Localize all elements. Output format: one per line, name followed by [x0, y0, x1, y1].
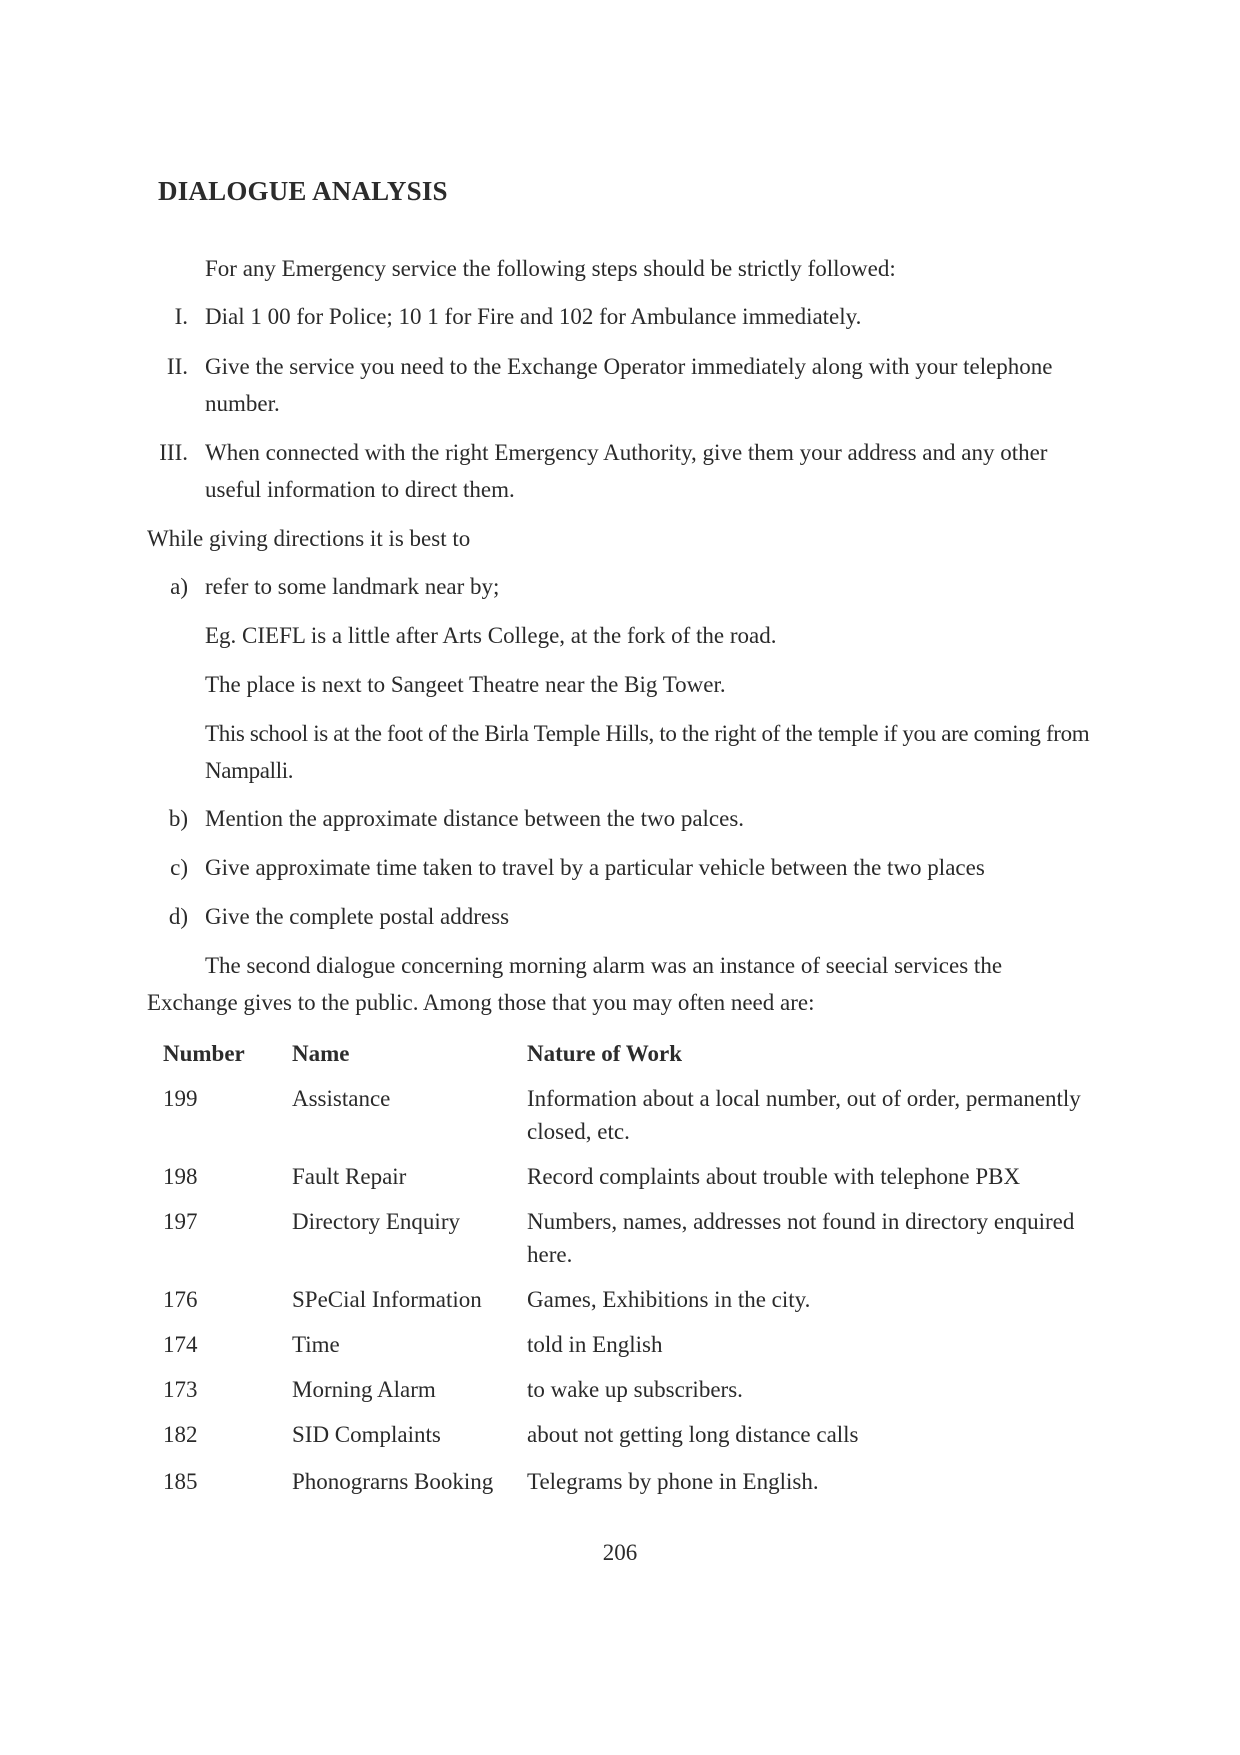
- table-cell-number: 174: [163, 1332, 198, 1357]
- table-cell-number: 173: [163, 1377, 198, 1402]
- second-dialogue-paragraph: The second dialogue concerning morning alarm was an instance of seecial services the Exchange gives to the public. Among those that you may often need are:: [147, 953, 1003, 1015]
- direction-marker: b): [168, 806, 188, 831]
- step-text: Give the service you need to the Exchange Operator immediately along with your telephone number.: [205, 354, 1053, 416]
- direction-text: refer to some landmark near by;: [205, 574, 500, 599]
- section-heading: DIALOGUE ANALYSIS: [158, 176, 448, 206]
- example-line: Eg. CIEFL is a little after Arts College, at the fork of the road.: [205, 623, 777, 648]
- direction-marker: d): [168, 904, 188, 929]
- table-cell-name: SPeCial Information: [292, 1287, 482, 1312]
- table-cell-name: Phonograrns Booking: [292, 1469, 494, 1494]
- example-line: This school is at the foot of the Birla Temple Hills, to the right of the temple if you are coming from Nampalli.: [205, 721, 1090, 783]
- table-cell-name: Fault Repair: [292, 1164, 407, 1189]
- step-marker: I.: [174, 304, 188, 329]
- table-header-nature: Nature of Work: [527, 1041, 683, 1066]
- table-cell-name: Time: [292, 1332, 340, 1357]
- direction-text: Give the complete postal address: [205, 904, 510, 929]
- table-cell-nature: Numbers, names, addresses not found in directory enquired here.: [527, 1209, 1075, 1267]
- page-number: 206: [602, 1540, 638, 1565]
- table-cell-name: Morning Alarm: [292, 1377, 436, 1402]
- table-cell-number: 176: [163, 1287, 198, 1312]
- table-header-number: Number: [163, 1041, 245, 1066]
- direction-text: Give approximate time taken to travel by a particular vehicle between the two places: [205, 855, 985, 880]
- table-cell-nature: Telegrams by phone in English.: [527, 1469, 819, 1494]
- table-cell-nature: Information about a local number, out of order, permanently closed, etc.: [527, 1086, 1081, 1144]
- direction-text: Mention the approximate distance between the two palces.: [205, 806, 745, 831]
- table-cell-nature: Games, Exhibitions in the city.: [527, 1287, 811, 1312]
- table-cell-name: SID Complaints: [292, 1422, 441, 1447]
- example-line: The place is next to Sangeet Theatre near the Big Tower.: [205, 672, 726, 697]
- step-text: When connected with the right Emergency Authority, give them your address and any other useful information to direct them.: [205, 440, 1048, 502]
- step-marker: III.: [159, 440, 188, 465]
- direction-marker: c): [170, 855, 188, 880]
- table-cell-nature: to wake up subscribers.: [527, 1377, 743, 1402]
- table-cell-number: 185: [163, 1469, 198, 1494]
- table-cell-nature: told in English: [527, 1332, 663, 1357]
- table-cell-number: 197: [163, 1209, 198, 1234]
- table-cell-number: 199: [163, 1086, 198, 1111]
- table-cell-nature: about not getting long distance calls: [527, 1422, 859, 1447]
- table-cell-nature: Record complaints about trouble with telephone PBX: [527, 1164, 1021, 1189]
- table-cell-name: Directory Enquiry: [292, 1209, 460, 1234]
- step-text: Dial 1 00 for Police; 10 1 for Fire and 102 for Ambulance immediately.: [205, 304, 862, 329]
- table-header-name: Name: [292, 1041, 350, 1066]
- directions-intro: While giving directions it is best to: [147, 526, 471, 551]
- intro-paragraph: For any Emergency service the following steps should be strictly followed:: [205, 256, 896, 281]
- table-cell-name: Assistance: [292, 1086, 391, 1111]
- step-marker: II.: [166, 354, 188, 379]
- direction-marker: a): [170, 574, 188, 599]
- table-cell-number: 198: [163, 1164, 198, 1189]
- table-cell-number: 182: [163, 1422, 198, 1447]
